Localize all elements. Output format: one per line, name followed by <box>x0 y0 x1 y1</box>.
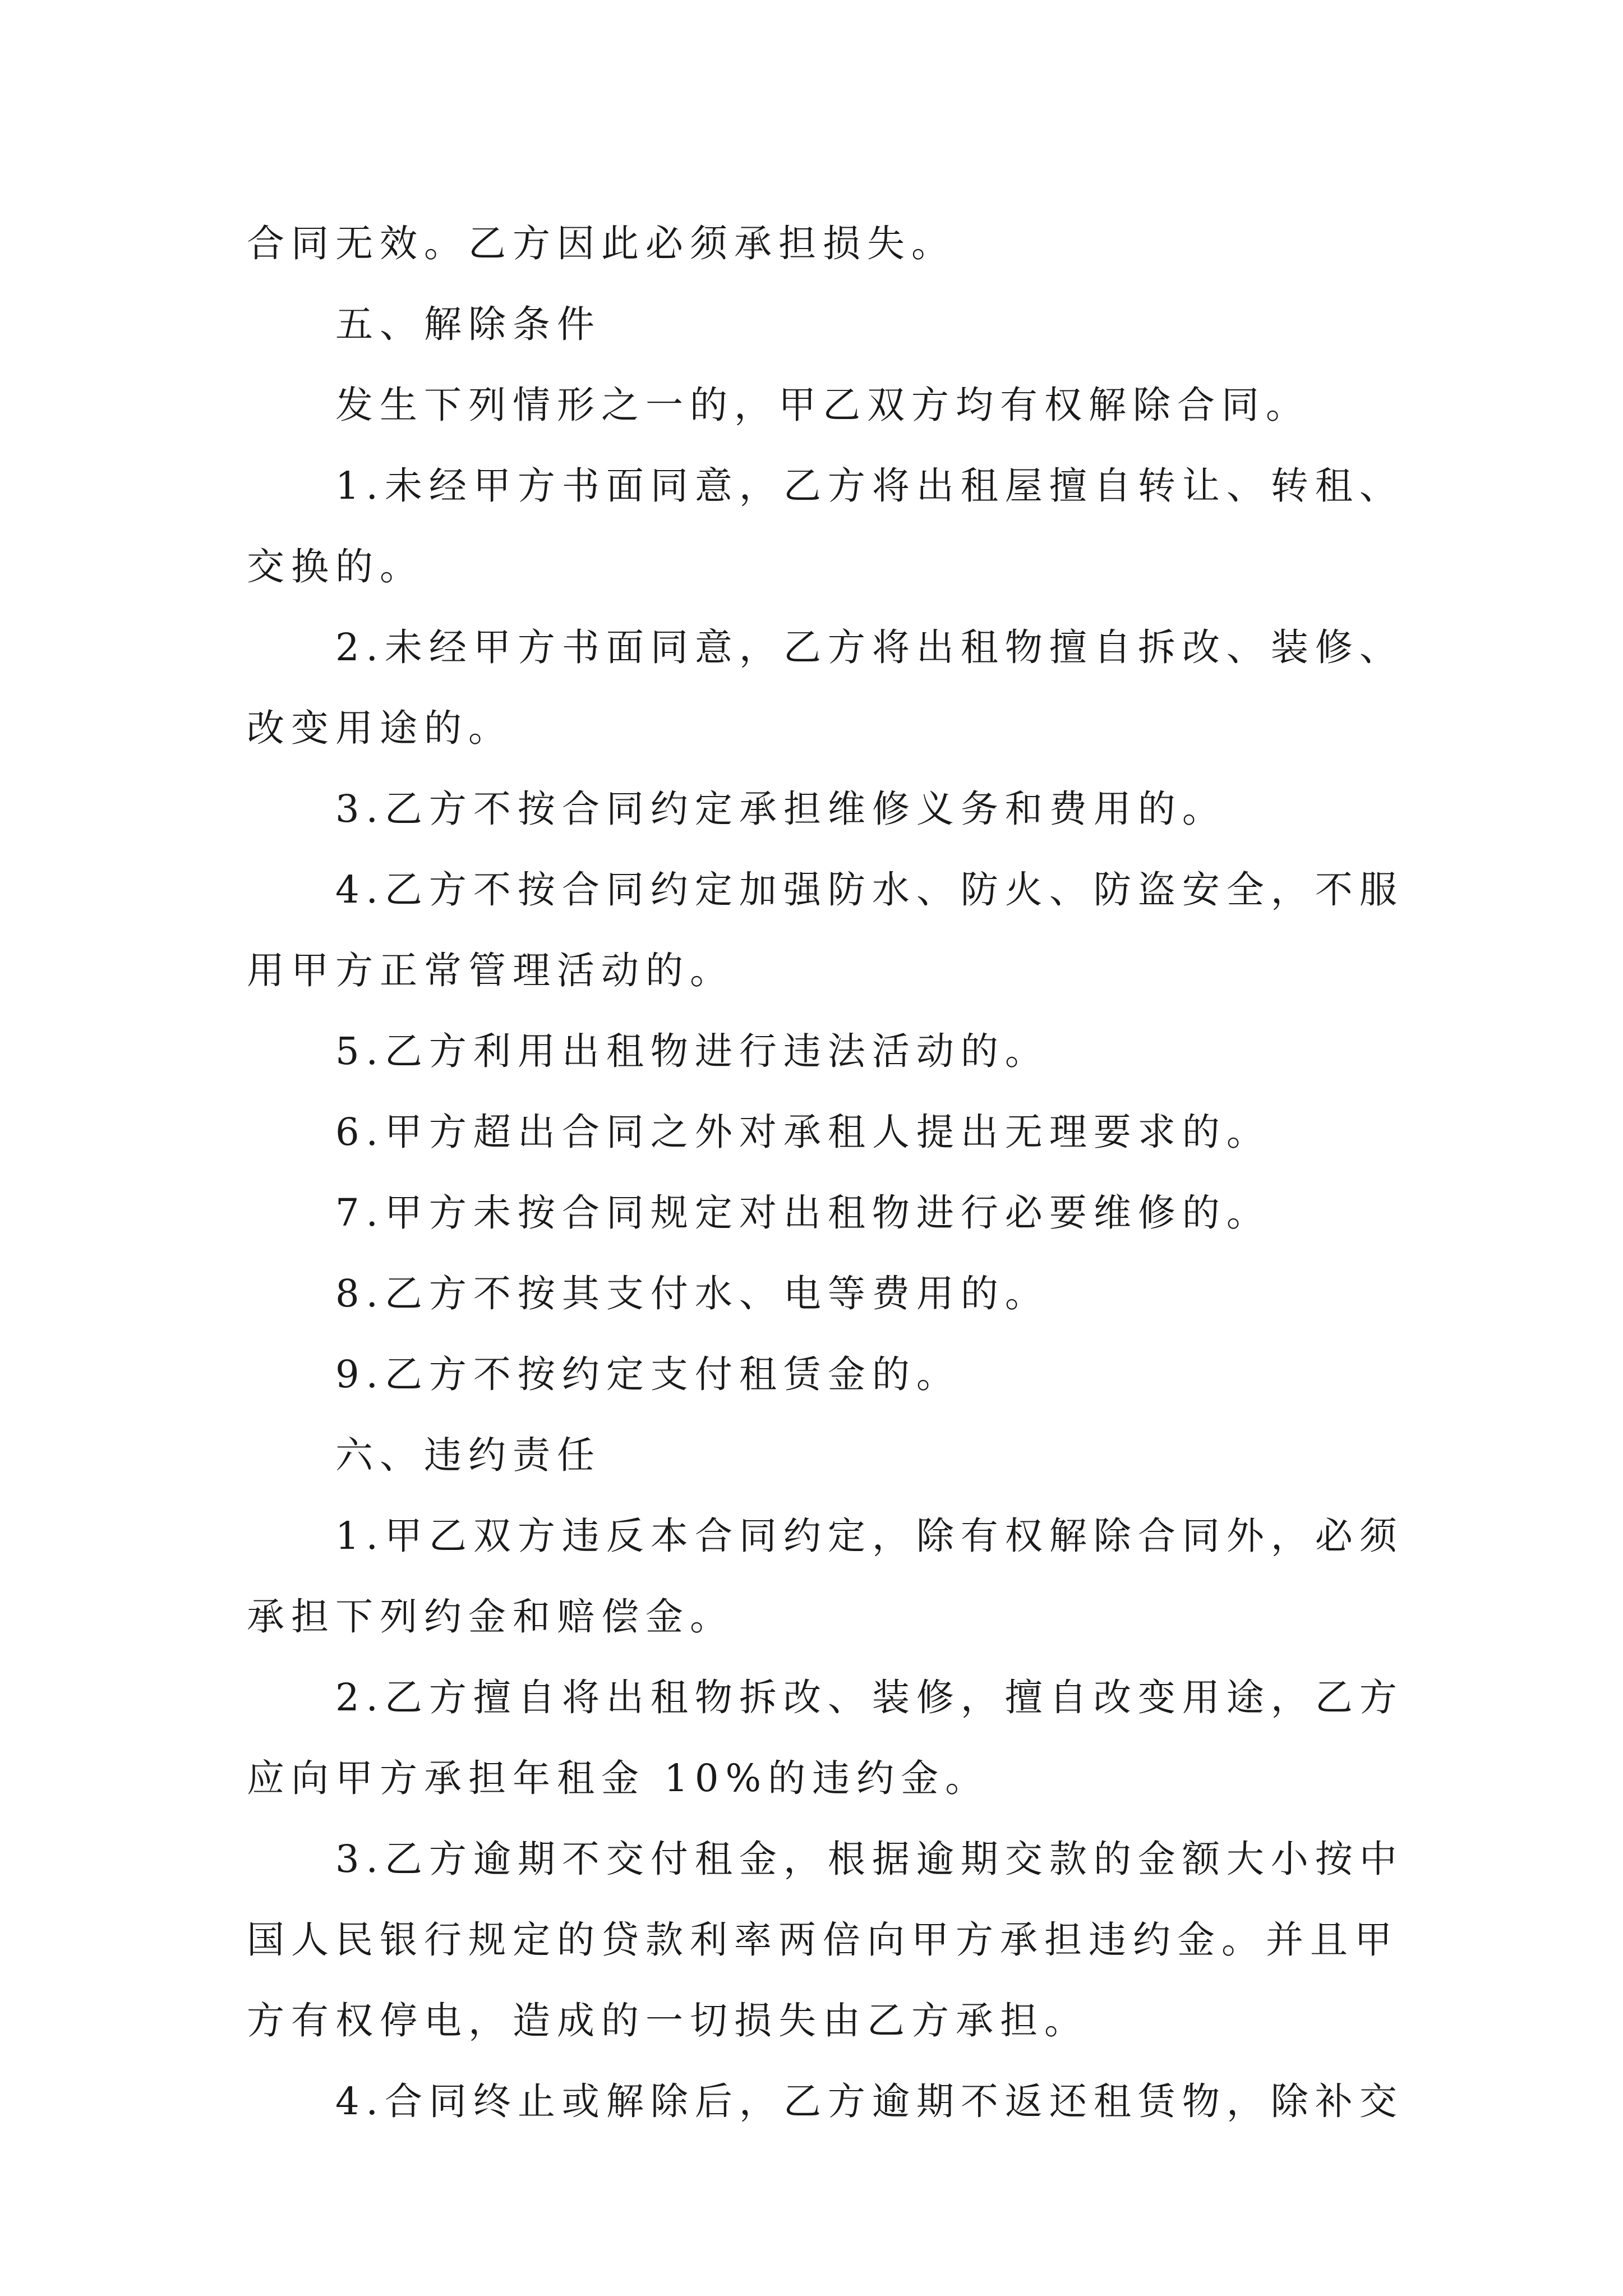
list-item: 3.乙方不按合同约定承担维修义务和费用的。 <box>335 787 1227 831</box>
document-body <box>247 203 1404 2142</box>
list-item: 7.甲方未按合同规定对出租物进行必要维修的。 <box>335 1191 1271 1235</box>
text-line: 改变用途的。 <box>247 706 513 750</box>
list-item: 5.乙方利用出租物进行违法活动的。 <box>335 1029 1049 1073</box>
text-line: 应向甲方承担年租金 10%的违约金。 <box>247 1756 990 1800</box>
text-line: 发生下列情形之一的，甲乙双方均有权解除合同。 <box>335 383 1310 427</box>
text-line: 承担下列约金和赔偿金。 <box>247 1595 734 1639</box>
text-line: 方有权停电，造成的一切损失由乙方承担。 <box>247 1999 1089 2042</box>
section-heading: 五、解除条件 <box>335 302 601 346</box>
list-item: 2.未经甲方书面同意，乙方将出租物擅自拆改、装修、 <box>335 625 1404 669</box>
list-item: 6.甲方超出合同之外对承租人提出无理要求的。 <box>335 1110 1271 1154</box>
list-item: 4.合同终止或解除后，乙方逾期不返还租赁物，除补交 <box>335 2079 1404 2123</box>
text-line: 用甲方正常管理活动的。 <box>247 949 734 992</box>
list-item: 1.未经甲方书面同意，乙方将出租屋擅自转让、转租、 <box>335 464 1404 508</box>
list-item: 1.甲乙双方违反本合同约定，除有权解除合同外，必须 <box>335 1514 1404 1558</box>
list-item: 9.乙方不按约定支付租赁金的。 <box>335 1352 961 1396</box>
list-item: 3.乙方逾期不交付租金，根据逾期交款的金额大小按中 <box>335 1837 1404 1881</box>
text-line: 交换的。 <box>247 545 424 588</box>
text-line: 合同无效。乙方因此必须承担损失。 <box>247 222 956 265</box>
section-heading: 六、违约责任 <box>335 1433 601 1477</box>
list-item: 8.乙方不按其支付水、电等费用的。 <box>335 1272 1049 1315</box>
list-item: 2.乙方擅自将出租物拆改、装修，擅自改变用途，乙方 <box>335 1676 1404 1719</box>
text-line: 国人民银行规定的贷款利率两倍向甲方承担违约金。并且甲 <box>247 1918 1399 1962</box>
list-item: 4.乙方不按合同约定加强防水、防火、防盗安全，不服 <box>335 868 1404 912</box>
